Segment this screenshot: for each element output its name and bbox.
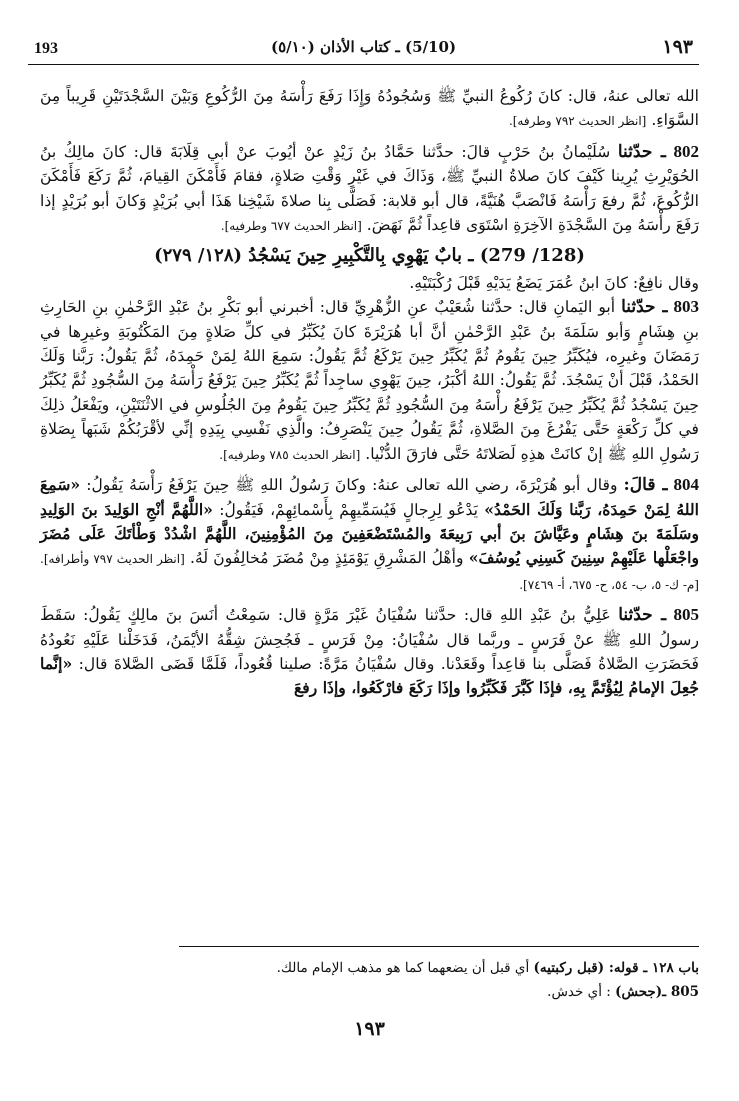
footnote-text: أي قبل أن يضعهما كما هو مذهب الإمام مالك. [276,960,530,976]
hadith-text: عَلِيُّ بنُ عَبْدِ اللهِ قال: حدَّثنا سُفْيَانُ غَيْرَ مَرَّةٍ قال: سَمِعْتُ أنَسَ بنَ مالِكٍ يَقُولُ: سَقَطَ رسولُ اللهِ ﷺ عنْ فَرَسٍ ـ وربَّما قال سُفْيَانُ: مِنْ فَرَسٍ ـ فَجُحِشَ شِقُّهُ الأيْمَنُ، فَدَخَلْنا عَلَيْهِ نَعُودُهُ فَحَضَرَتِ الصَّلاةُ فَصَلَّى بنا قاعِداً وقَعَدْنا. وقال سُفْيَانُ مَرَّةً: صلينا قُعُوداً، فَلَمَّا قَضَى الصَّلاةَ قال: [40,606,699,673]
footnote-1 [40,956,699,980]
chapter-heading: (128/ 279) ـ بابٌ يَهْوِي بِالتَّكْبِيرِ حِينَ يَسْجُدُ (١٢٨/ ٢٧٩) [154,245,585,267]
hadith-text: يَدْعُو لِرِجالٍ فَيُسَمِّيهِمْ بِأَسْمائِهِمْ، فَيَقُولُ: [219,500,479,519]
footnote-text: : أي خدش. [547,984,611,1000]
hadith-text: سُلَيْمانُ بنُ حَرْبٍ قالَ: حدَّثنا حَمَّادُ بنُ زَيْدٍ عنْ أيُوبَ عنْ أبي قِلَابَةَ قال: كانَ مالِكُ بنُ الحُوَيْرِثِ يُرِينا كَيْفَ كانَ صلاةُ النبيِّ ﷺ، وَذَاكَ في غَيْرِ وَقْتِ صَلاةٍ، فقامَ فَأَمْكَنَ القِيامَ، ثُمَّ رَكَعَ فَأَمْكَنَ الرُّكُوعَ، ثُمَّ رفعَ رَأْسَهُ فَانْصَبَّ هُنَيَّةً، قال أبو قلابة: فَصَلَّى بِنا صلاةَ شَيْخِنا هَذَا أبي بُرَيْدٍ وَكانَ أبو بُرَيْدٍ إذا رَفَعَ رأْسَهُ مِنَ السَّجْدَةِ الآخِرَةِ اسْتَوَى قاعِداً ثُمَّ نَهَضَ. [40,142,699,235]
prophetic-supplication: «اللَّهُمَّ أنْجِ الوَلِيدَ بنَ الوَلِيدِ وسَلَمَةَ بنَ هِشَامٍ وعَيَّاشَ بنَ أبي رَبِيعَةَ والمُسْتَضْعَفِينَ مِنَ المُؤْمِنِينَ، اللَّهُمَّ اشْدُدْ وَطْأتَكَ عَلَى مُضَرَ واجْعَلْها عَلَيْهِمْ سِنِينَ كَسِنِي يُوسُفَ» [40,499,699,568]
cross-reference: [انظر الحديث ٦٧٧ وطرفيه]. [220,219,362,234]
intro-text: الله تعالى عنهُ، قال: كانَ رُكُوعُ النبيِّ ﷺ وَسُجُودُهُ وَإِذَا رَفَعَ رَأْسَهُ مِنَ الرُّكُوعِ وَبَيْنَ السَّجْدَتَيْنِ قَرِيباً مِنَ السَّوَاءِ. [40,87,699,130]
hadith-804 [40,473,699,597]
page-number-arabic: ١٩٣ [662,36,693,58]
hadith-text: وأهْلُ المَشْرِقِ يَوْمَئِذٍ مِنْ مُضَرَ مُخالِفُونَ لَهُ. [190,549,464,568]
bottom-page-number: ١٩٣ [354,1018,385,1040]
narration-keyword: ـ قالَ: [623,475,668,496]
cross-reference: [انظر الحديث ٧٩٧ وأطرافه]. [م- ك- ٥، ب- ٥٤، ح- ٦٧٥، أ- ٧٤٦٩]. [40,552,699,592]
hadith-803 [40,295,699,467]
prophetic-words: «إنَّما جُعِلَ الإمامُ لِيُؤْتَمَّ بِهِ، فإذَا كَبَّرَ فَكَبِّرُوا وإذَا رَكَعَ فارْكَعُوا، وإذَا رفعَ [40,653,699,698]
page-number-latin: 193 [34,40,58,57]
intro-cross-reference: [انظر الحديث ٧٩٢ وطرفه]. [508,114,647,129]
hadith-number: 802 [673,141,699,161]
footnotes [40,956,699,1004]
hadith-text: أبو اليَمانِ قال: حدَّثنا شُعَيْبٌ عنِ الزُّهْرِيِّ قال: أخبرني أبو بَكْرِ بنُ عَبْدِ الرَّحْمٰنِ بنِ الحَارِثِ بنِ هِشَامٍ وَأبو سَلَمَةَ بنُ عَبْدِ الرَّحْمٰنِ أنَّ أبا هُرَيْرَةَ كانَ يُكَبِّرُ في كلِّ صَلاةٍ مِنَ المَكْتُوبَةِ وغيرِها في رَمَضَانَ وغيرِه، فيُكَبِّرُ حِينَ يَقُومُ ثُمَّ يُكَبِّرُ حِينَ يَرْكَعُ ثُمَّ يَقُولُ: سَمِعَ اللهُ لِمَنْ حَمِدَهُ، ثُمَّ يَقُولُ: رَبَّنا وَلَكَ الحَمْدُ، قَبْلَ أنْ يَسْجُدَ. ثُمَّ يَقُولُ: اللهُ أكْبَرُ، حِينَ يَهْوِي ساجِداً ثُمَّ يُكَبِّرُ حِينَ يَرْفَعُ رَأْسَهُ مِنَ السُّجُودِ ثُمَّ يُكَبِّرُ حِينَ يَسْجُدُ ثُمَّ يُكَبِّرُ حِينَ يَرْفَعُ رأْسَهُ مِنَ السُّجُودِ ثُمَّ يُكَبِّرُ حِينَ يَقُومُ مِنَ الجُلُوسِ في الاثْنَتَيْنِ، ويَفْعَلُ ذلِكَ في كلِّ رَكْعَةٍ حَتَّى يَفْرُغَ مِنَ الصَّلاةِ، ثُمَّ يَقُولُ حِينَ يَنْصَرِفُ: والَّذِي نَفْسِي بِيَدِهِ إنِّي لأقْرَبُكُمْ شَبَهاً بِصَلاةِ رَسُولِ اللهِ ﷺ إنْ كانَتْ هذِهِ لَصَلاتَهُ حَتَّى فارَقَ الدُّنْيا. [40,298,699,463]
footnote-separator [179,946,699,947]
footnote-label: 805 ـ(جحش) [615,984,699,1000]
intro-paragraph [40,84,699,134]
narration-keyword: ـ حدّثنا [618,605,667,626]
hadith-number: 803 [673,297,699,317]
footnote-label: باب ١٢٨ ـ قوله: (قبل ركبتيه) [533,960,699,976]
nafi-comment: وقال نافِعٌ: كانَ ابنُ عُمَرَ يَضَعُ يَدَيْهِ قَبْلَ رُكْبَتَيْهِ. [409,273,699,292]
hadith-802 [40,140,699,239]
page-header [28,34,699,65]
prophetic-words: «سَمِعَ اللهُ لِمَنْ حَمِدَهُ، رَبَّنا وَلَكَ الحَمْدُ» [40,475,699,519]
main-text [40,84,699,701]
footnote-2 [40,980,699,1004]
cross-reference: [انظر الحديث ٧٨٥ وطرفيه]. [219,447,361,462]
hadith-805 [40,603,699,701]
hadith-number: 805 [673,605,699,625]
narration-keyword: ـ حدّثنا [621,297,668,318]
narration-keyword: ـ حدّثنا [617,141,666,162]
hadith-number: 804 [673,475,699,495]
running-title: (5/10) ـ كتاب الأذان (٥/١٠) [270,38,457,56]
hadith-text: وقال أبو هُرَيْرَةَ، رضي الله تعالى عنهُ: وكانَ رَسُولُ اللهِ ﷺ حِينَ يَرْفَعُ رَأْسَهُ يَقُولُ: [86,476,618,495]
